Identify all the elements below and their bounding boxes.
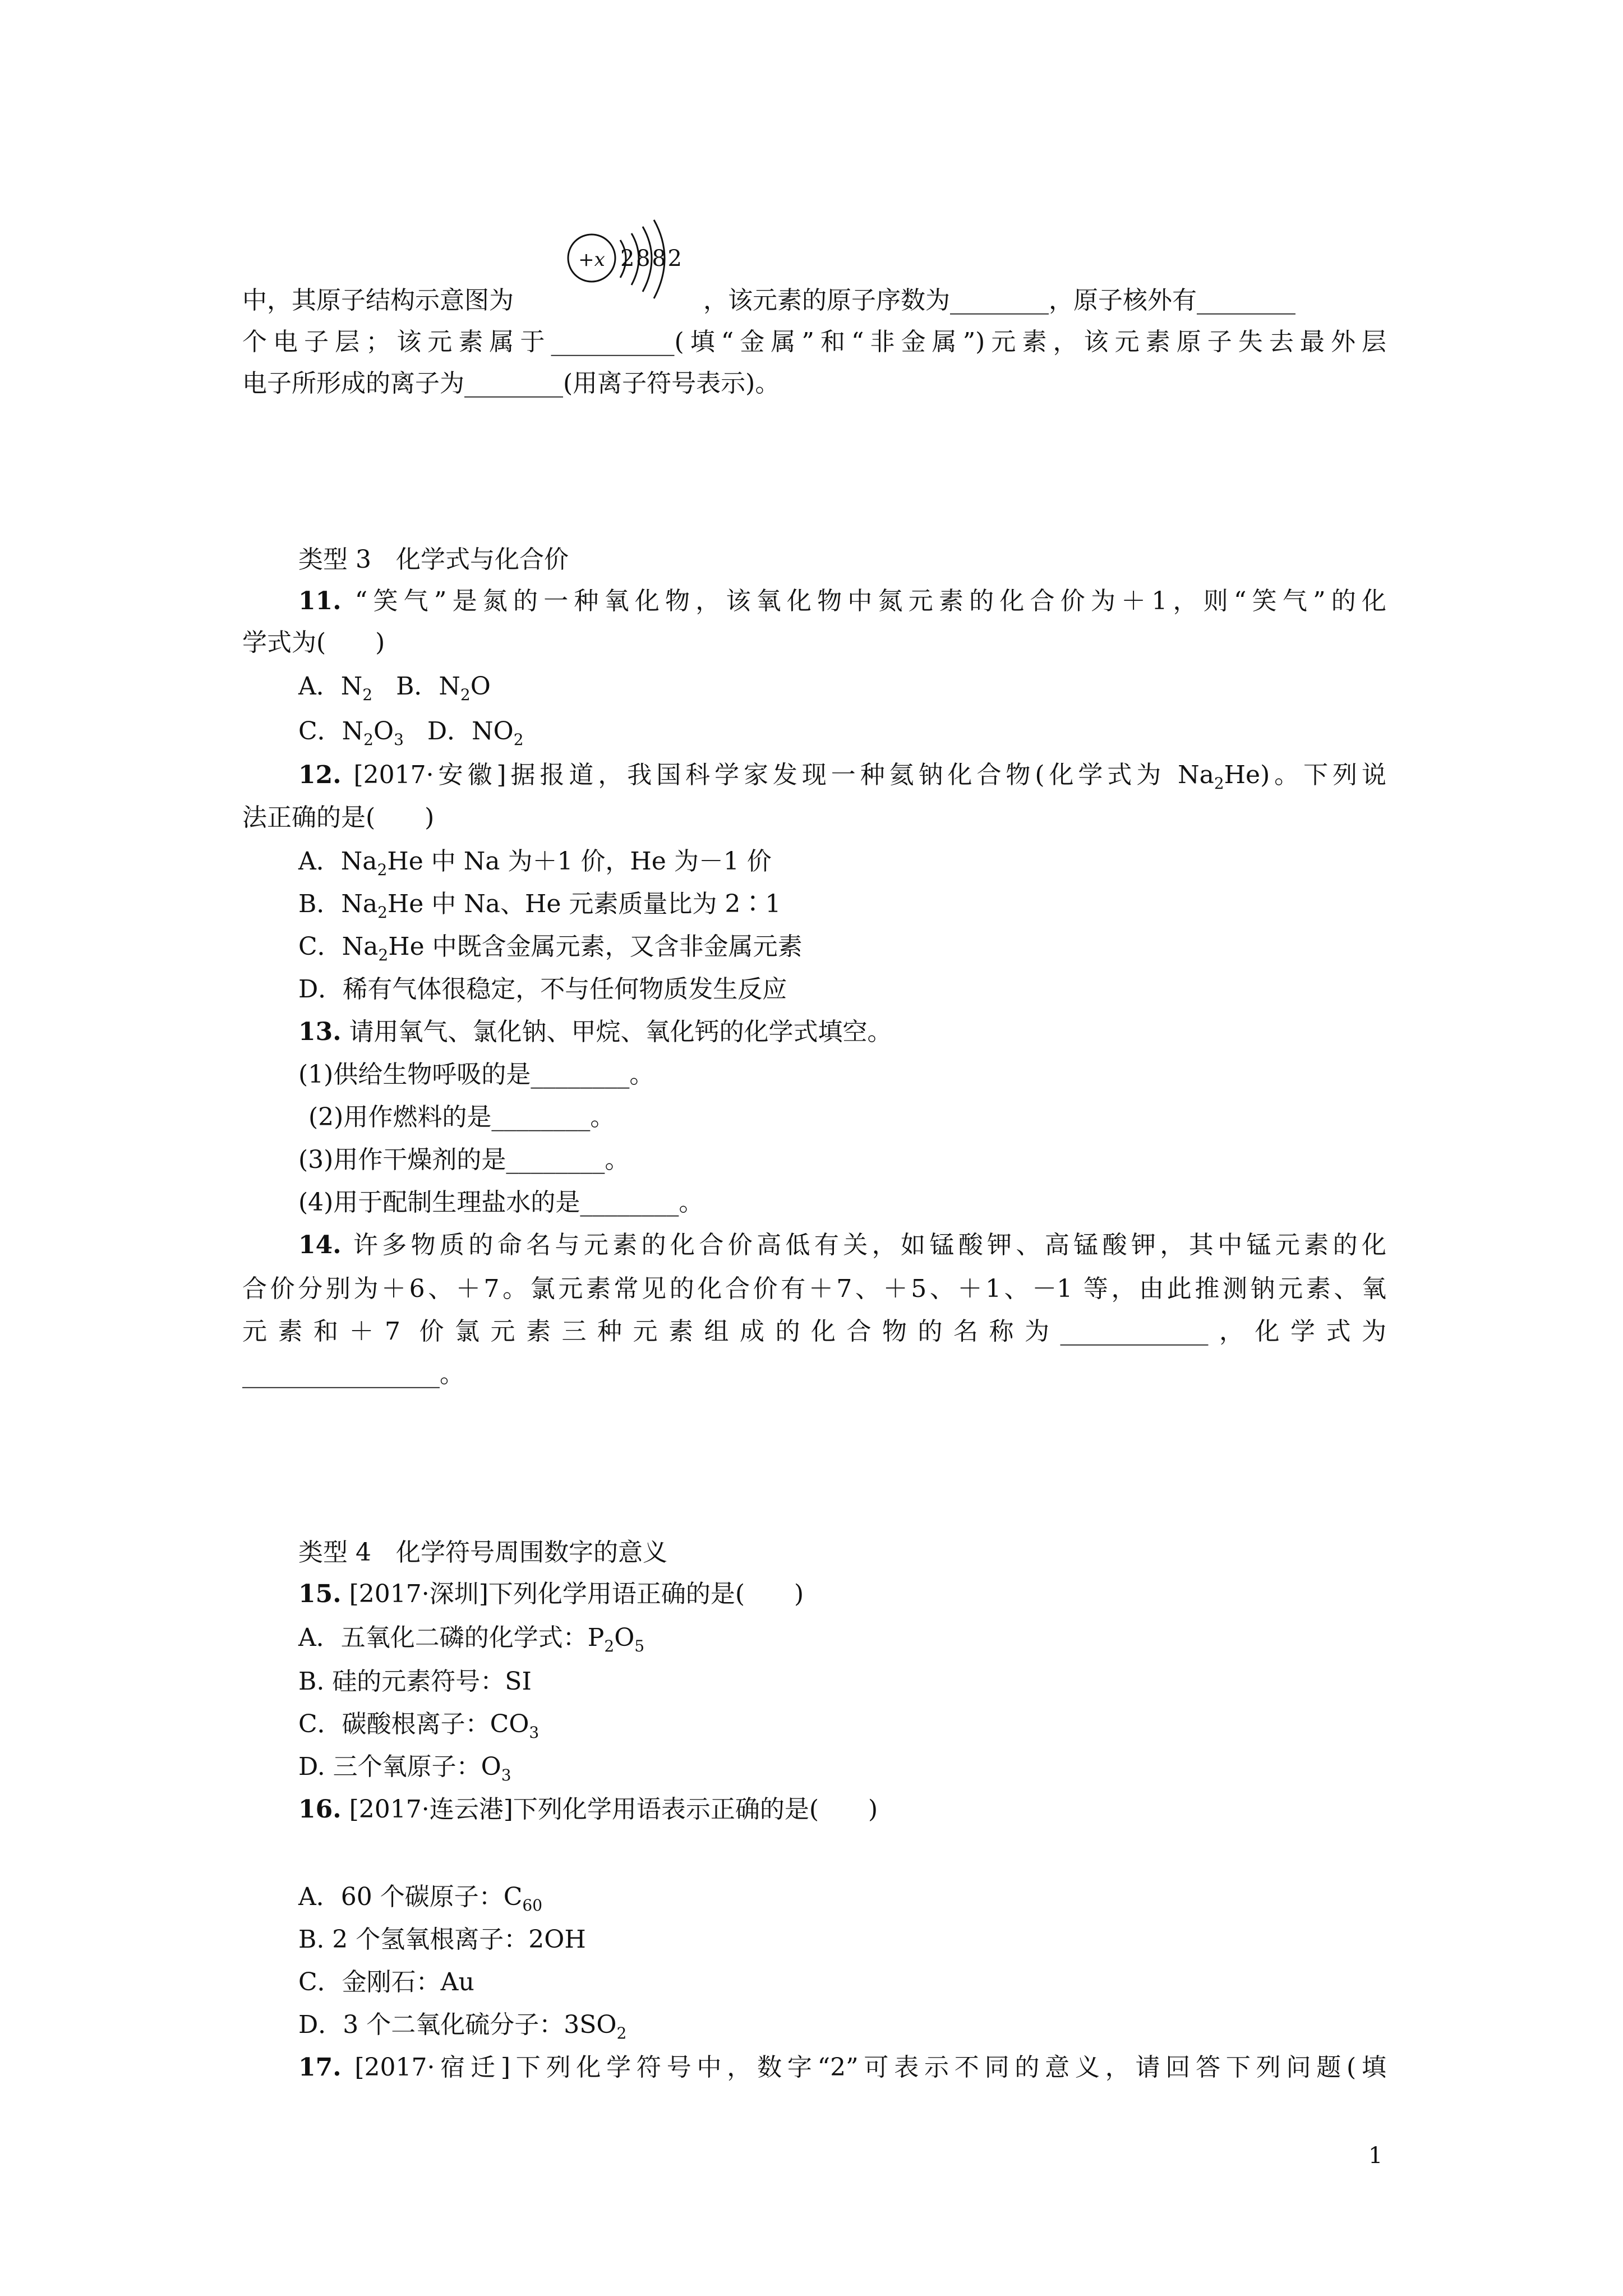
nucleus-charge: +x: [578, 249, 605, 271]
q15-d-sub: 3: [501, 1766, 511, 1784]
q13-item1: (1)供给生物呼吸的是________。: [298, 1060, 654, 1089]
q11-a-sub: 2: [362, 685, 373, 704]
q14-line4: ________________。: [242, 1360, 464, 1388]
q15-stem: [298, 1579, 804, 1610]
q15-stem-text: [2017·深圳]下列化学用语正确的是( ): [349, 1580, 804, 1608]
q12-stem1a: [2017·安徽]据报道，我国科学家发现一种氦钠化合物(化学式为 Na: [353, 761, 1214, 789]
q14-line3: 元素和＋7 价氯元素三种元素组成的化合物的名称为____________，化学式为: [242, 1317, 1386, 1346]
q12-number: 12.: [298, 761, 342, 789]
q15-option-a: [298, 1622, 644, 1654]
q16-d-sub: 2: [616, 2024, 627, 2042]
q15-a-pre: A．五氧化二磷的化学式：P: [298, 1623, 605, 1652]
q12-stem1b: He)。下列说: [1224, 761, 1386, 789]
q12-option-a: [298, 846, 772, 877]
q13-stem-text: 请用氧气、氯化钠、甲烷、氧化钙的化学式填空。: [349, 1018, 892, 1046]
q15-option-c: [298, 1709, 539, 1740]
q11-number: 11.: [298, 587, 342, 615]
q11-option-c: [298, 717, 404, 749]
q12-a-sub: 2: [377, 861, 388, 879]
q12-stem-line2: 法正确的是( ): [242, 803, 435, 832]
q15-option-b: B. 硅的元素符号：SI: [298, 1667, 532, 1696]
q10-line3: 电子所形成的离子为________(用离子符号表示)。: [242, 369, 780, 398]
q15-option-d: [298, 1751, 511, 1783]
q10-line1-b: [703, 285, 1295, 316]
q13-item4: (4)用于配制生理盐水的是________。: [298, 1188, 704, 1217]
q11-b-sub: 2: [460, 685, 471, 704]
section-title-type4: 类型 4 化学符号周围数字的意义: [298, 1538, 667, 1567]
q16-stem-text: [2017·连云港]下列化学用语表示正确的是( ): [349, 1795, 878, 1824]
q11-options-ab: [298, 671, 491, 702]
q12-b-post: He 中 Na、He 元素质量比为 2∶1: [387, 890, 781, 918]
q11-stem1: “笑气”是氮的一种氧化物，该氧化物中氮元素的化合价为＋1，则“笑气”的化: [354, 587, 1386, 615]
q15-a-sub2: 5: [634, 1637, 645, 1655]
q16-stem: [298, 1794, 878, 1825]
shell-electrons: 2882: [620, 246, 682, 272]
q17-stem-text: [2017·宿迁]下列化学符号中，数字“2”可表示不同的意义，请回答下列问题(填: [354, 2053, 1386, 2082]
q16-option-a: [298, 1881, 542, 1913]
q11-d-sub: 2: [513, 730, 524, 749]
q16-number: 16.: [298, 1795, 342, 1824]
q11-c-mid: O: [374, 717, 394, 746]
q14-line2: 合价分别为＋6、＋7。氯元素常见的化合价有＋7、＋5、＋1、－1 等，由此推测钠元素、氧: [242, 1274, 1386, 1303]
q15-c-sub: 3: [529, 1723, 540, 1742]
q16-option-c: C．金刚石：Au: [298, 1968, 474, 1996]
q16-a-pre: A．60 个碳原子：C: [298, 1883, 523, 1911]
q15-number: 15.: [298, 1580, 342, 1608]
q12-b-sub: 2: [377, 903, 388, 922]
q16-option-b: B. 2 个氢氧根离子：2OH: [298, 1925, 586, 1954]
q14-number: 14.: [298, 1231, 342, 1259]
q13-stem: [298, 1016, 892, 1048]
q17-stem: [298, 2052, 1386, 2083]
q12-option-c: [298, 931, 803, 963]
q13-number: 13.: [298, 1018, 342, 1046]
q11-c-sub2: 3: [394, 730, 404, 749]
q15-a-sub1: 2: [604, 1637, 615, 1655]
q11-option-b: [396, 672, 491, 704]
q11-stem-line2: 学式为( ): [242, 628, 385, 657]
q11-c-sub1: 2: [363, 730, 374, 749]
page-number: 1: [1368, 2143, 1383, 2169]
q11-b-text: B．N: [396, 672, 460, 701]
q17-number: 17.: [298, 2053, 342, 2082]
atomic-structure-diagram: [554, 196, 700, 314]
q11-c-text: C．N: [298, 717, 364, 746]
q11-d-text: D．NO: [427, 717, 514, 746]
q15-c-pre: C．碳酸根离子：CO: [298, 1710, 529, 1738]
q10-line2: 个电子层；该元素属于__________(填“金属”和“非金属”)元素，该元素原子失去最外层: [242, 328, 1386, 356]
q13-item2: (2)用作燃料的是________。: [308, 1103, 615, 1131]
q16-option-d: [298, 2009, 626, 2041]
q13-item3: (3)用作干燥剂的是________。: [298, 1145, 630, 1174]
q12-stem1-sub: 2: [1214, 774, 1224, 793]
q12-option-d: D．稀有气体很稳定，不与任何物质发生反应: [298, 975, 787, 1004]
q12-option-b: [298, 889, 781, 920]
q14-l1: 许多物质的命名与元素的化合价高低有关，如锰酸钾、高锰酸钾，其中锰元素的化: [353, 1231, 1386, 1259]
q12-c-sub: 2: [378, 946, 389, 964]
q10-line1: [242, 285, 514, 316]
q15-d-pre: D. 三个氧原子：O: [298, 1752, 501, 1781]
q11-a-text: A．N: [298, 672, 363, 701]
q10-line1-a: 中，其原子结构示意图为: [242, 286, 514, 315]
section-title-type3: 类型 3 化学式与化合价: [298, 545, 569, 574]
q14-line1: [298, 1230, 1386, 1261]
q12-a-pre: A．Na: [298, 847, 377, 876]
q16-d-pre: D．3 个二氧化硫分子：3SO: [298, 2010, 617, 2039]
q11-options-cd: [298, 716, 524, 747]
q16-a-sub: 60: [522, 1896, 543, 1915]
q12-c-post: He 中既含金属元素，又含非金属元素: [388, 932, 803, 961]
q15-a-mid: O: [614, 1623, 635, 1652]
q10-line1-b-text: ，该元素的原子序数为________，原子核外有________: [703, 286, 1295, 315]
q11-b-post: O: [470, 672, 491, 701]
q12-b-pre: B．Na: [298, 890, 378, 918]
q11-option-d: [427, 717, 524, 749]
q12-stem-line1: [298, 760, 1386, 791]
q11-stem-line1: [298, 586, 1386, 617]
q12-c-pre: C．Na: [298, 932, 379, 961]
q12-a-post: He 中 Na 为＋1 价，He 为－1 价: [387, 847, 772, 876]
q11-option-a: [298, 672, 373, 704]
